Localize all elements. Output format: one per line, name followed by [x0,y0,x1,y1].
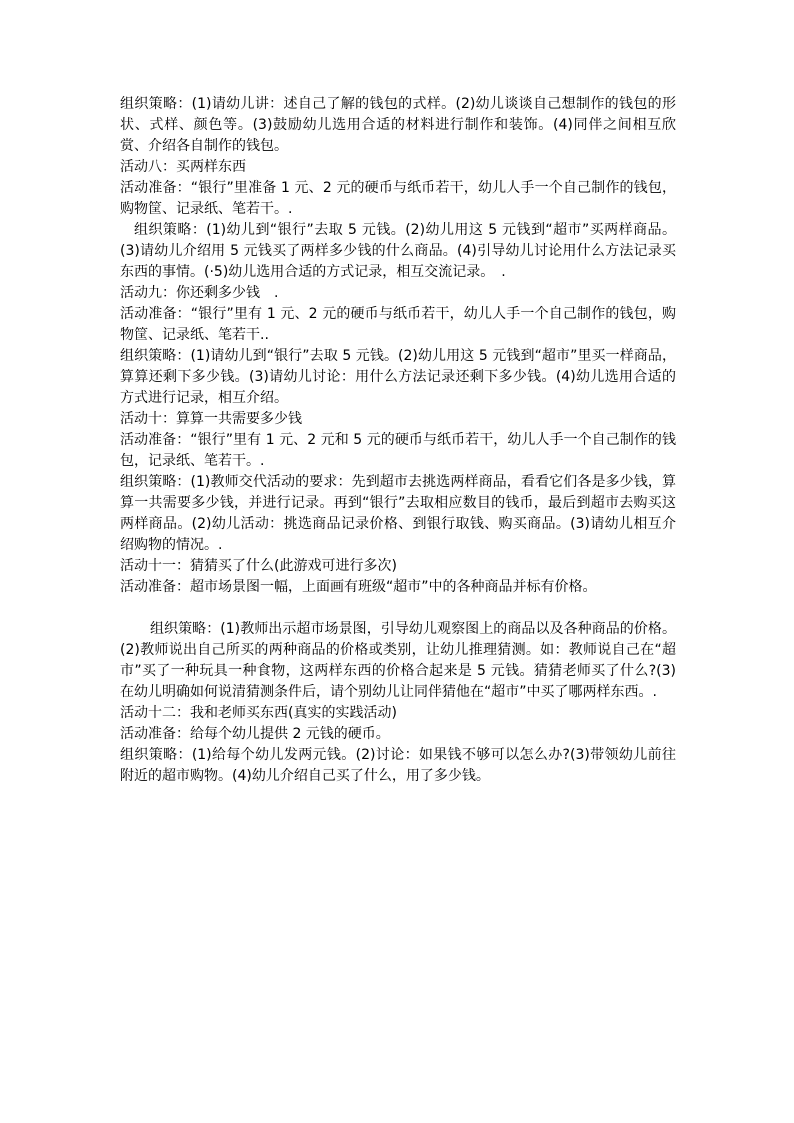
activity-8-strategy: 组织策略：(1)幼儿到“银行”去取 5 元钱。(2)幼儿用这 5 元钱到“超市”买两样商品。(3)请幼儿介绍用 5 元钱买了两样多少钱的什么商品。(4)引导幼儿讨论用什么方法记录买东西的事情。(·5)幼儿选用合适的方式记录，相互交流记录。 . [120,222,676,280]
activity-11-preparation: 活动准备：超市场景图一幅，上面画有班级“超市”中的各种商品并标有价格。 [120,579,597,595]
activity-9-preparation: 活动准备：“银行”里有 1 元、2 元的硬币与纸币若干，幼儿人手一个自己制作的钱包，购物筐、记录纸、笔若干.. [120,306,676,343]
activity-9-strategy: 组织策略：(1)请幼儿到“银行”去取 5 元钱。(2)幼儿用这 5 元钱到“超市”里买一样商品，算算还剩下多少钱。(3)请幼儿讨论：用什么方法记录还剩下多少钱。(4)幼儿选用合适的方式进行记录，相互介绍。 [120,348,676,406]
activity-10-strategy: 组织策略：(1)教师交代活动的要求：先到超市去挑选两样商品，看看它们各是多少钱，算算一共需要多少钱，并进行记录。再到“银行”去取相应数目的钱币，最后到超市去购买这两样商品。(2)幼儿活动：挑选商品记录价格、到银行取钱、购买商品。(3)请幼儿相互介绍购物的情况。. [120,474,676,553]
activity-8-heading: 活动八：买两样东西 [120,159,246,175]
activity-11-heading: 活动十一：猜猜买了什么(此游戏可进行多次) [120,558,397,574]
document-body [120,94,676,787]
activity-11-strategy: 组织策略：(1)教师出示超市场景图，引导幼儿观察图上的商品以及各种商品的价格。(2)教师说出自己所买的两种商品的价格或类别，让幼儿推理猜测。如：教师说自己在“超市”买了一种玩具一种食物，这两样东西的价格合起来是 5 元钱。猜猜老师买了什么?(3)在幼儿明确如何说清猜测条件后，请个别幼儿让同伴猜他在“超市”中买了哪两样东西。. [120,621,676,700]
blank-line [120,598,676,619]
activity-12-strategy: 组织策略：(1)给每个幼儿发两元钱。(2)讨论：如果钱不够可以怎么办?(3)带领幼儿前往附近的超市购物。(4)幼儿介绍自己买了什么，用了多少钱。 [120,747,676,784]
strategy-paragraph-wallet: 组织策略：(1)请幼儿讲：述自己了解的钱包的式样。(2)幼儿谈谈自己想制作的钱包的形状、式样、颜色等。(3)鼓励幼儿选用合适的材料进行制作和装饰。(4)同伴之间相互欣赏、介绍各自制作的钱包。 [120,96,676,154]
activity-10-heading: 活动十：算算一共需要多少钱 [120,411,302,427]
activity-10-preparation: 活动准备：“银行”里有 1 元、2 元和 5 元的硬币与纸币若干，幼儿人手一个自己制作的钱包，记录纸、笔若干。. [120,432,676,469]
activity-12-heading: 活动十二：我和老师买东西(真实的实践活动) [120,705,397,721]
activity-9-heading: 活动九：你还剩多少钱 . [120,285,279,301]
activity-8-preparation: 活动准备：“银行”里准备 1 元、2 元的硬币与纸币若干，幼儿人手一个自己制作的钱包，购物筐、记录纸、笔若干。. [120,180,676,217]
activity-12-preparation: 活动准备：给每个幼儿提供 2 元钱的硬币。 [120,726,390,742]
